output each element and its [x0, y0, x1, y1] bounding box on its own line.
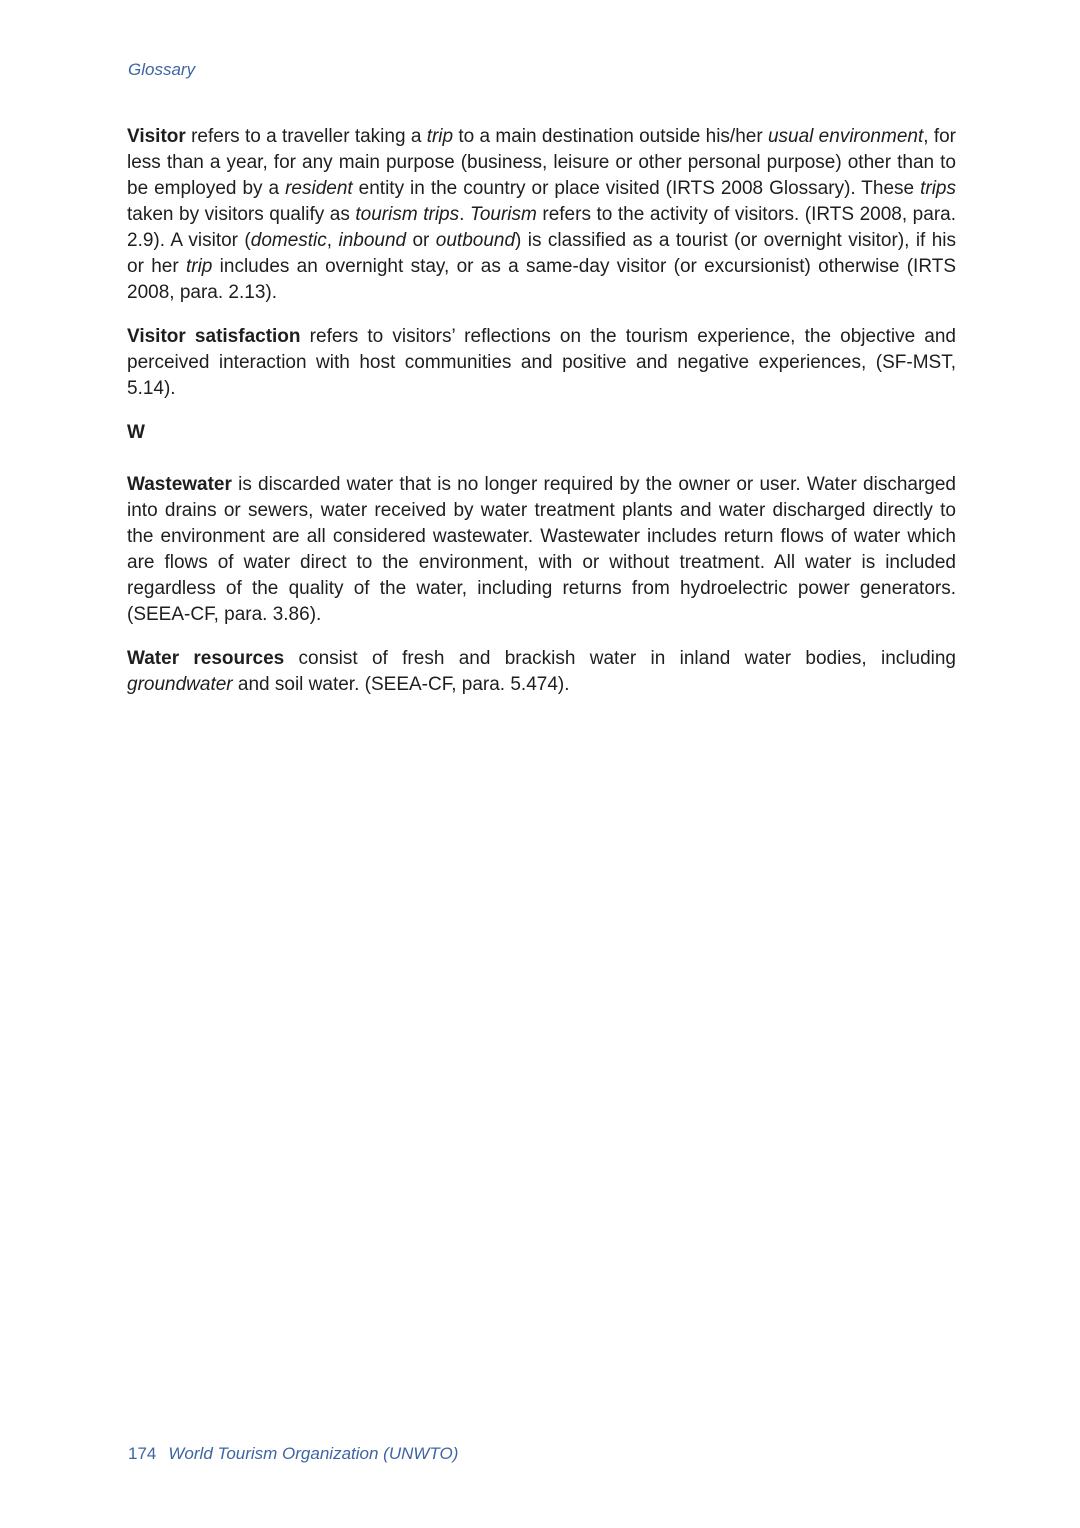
footer-organization-title: World Tourism Organization (UNWTO) [168, 1444, 459, 1463]
glossary-content [127, 124, 956, 716]
definition-water-resources: Water resources consist of fresh and brackish water in inland water bodies, including groundwater and soil water. (SEEA-CF, para. 5.474). [127, 648, 956, 695]
running-footer [128, 1444, 458, 1464]
definition-visitor-satisfaction: Visitor satisfaction refers to visitors’ reflections on the tourism experience, the objective and perceived interaction with host communities and positive and negative experiences, (SF-MST, 5.14). [127, 326, 956, 399]
running-header: Glossary [128, 60, 196, 79]
definition-visitor: Visitor refers to a traveller taking a trip to a main destination outside his/her usual environment, for less than a year, for any main purpose (business, leisure or other personal purpose) other than to be employed by a resident entity in the country or place visited (IRTS 2008 Glossary). These trips taken by visitors qualify as tourism trips. Tourism refers to the activity of visitors. (IRTS 2008, para. 2.9). A visitor (domestic, inbound or outbound) is classified as a tourist (or overnight visitor), if his or her trip includes an overnight stay, or as a same-day visitor (or excursionist) otherwise (IRTS 2008, para. 2.13). [127, 126, 957, 303]
section-letter-w: W [127, 422, 145, 443]
definition-wastewater: Wastewater is discarded water that is no longer required by the owner or user. Water discharged into drains or sewers, water received by water treatment plants and water discharged directly to the environment are all considered wastewater. Wastewater includes return flows of water which are flows of water direct to the environment, with or without treatment. All water is included regardless of the quality of the water, including returns from hydroelectric power generators. (SEEA-CF, para. 3.86). [127, 474, 956, 625]
page-number: 174 [128, 1444, 157, 1463]
